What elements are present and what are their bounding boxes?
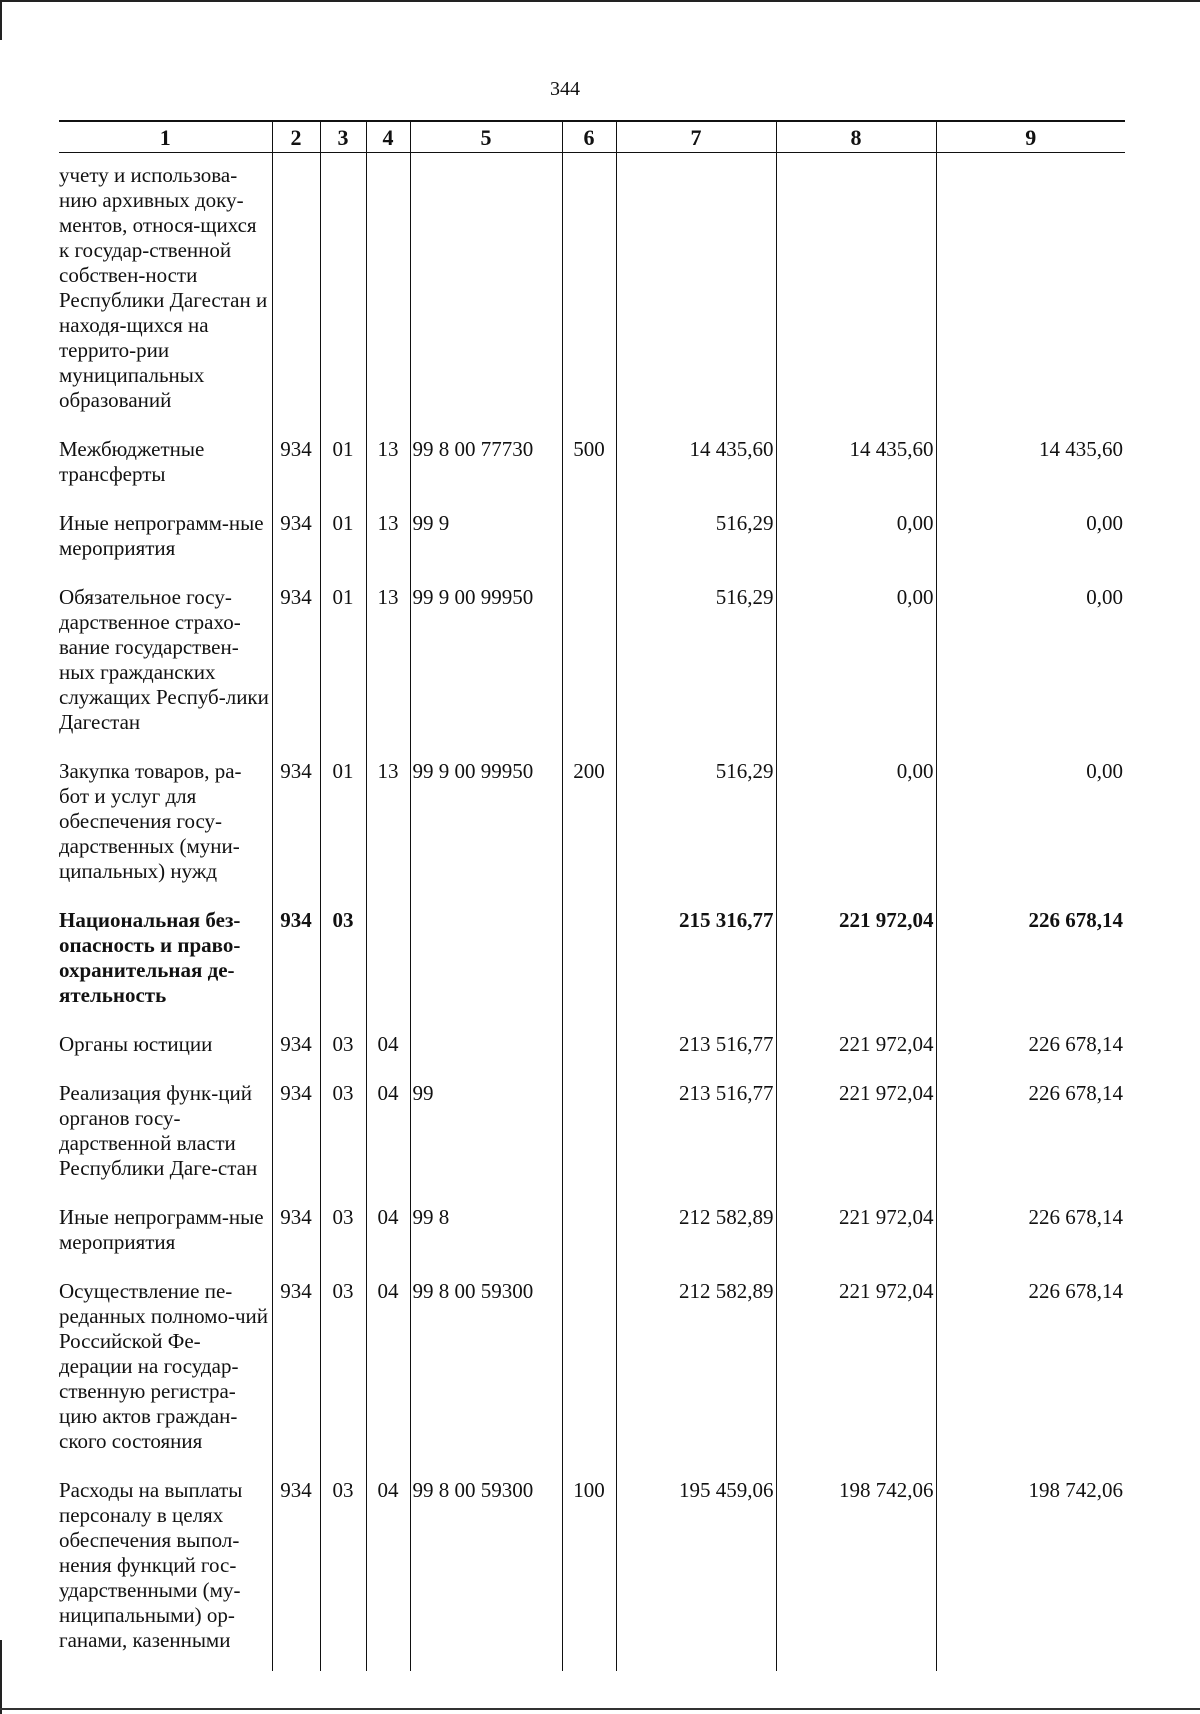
cell-c8: 198 742,06 [776, 1472, 936, 1671]
column-header-9: 9 [936, 121, 1125, 153]
cell-c6: 100 [562, 1472, 616, 1671]
cell-c5 [410, 1026, 562, 1075]
cell-c9: 226 678,14 [936, 1075, 1125, 1199]
cell-c7: 516,29 [616, 505, 776, 579]
cell-c8: 0,00 [776, 753, 936, 902]
cell-c4: 04 [366, 1472, 410, 1671]
cell-c3: 01 [320, 431, 366, 505]
cell-c9: 226 678,14 [936, 1199, 1125, 1273]
cell-c4 [366, 902, 410, 1026]
cell-c3: 03 [320, 1273, 366, 1472]
cell-c8: 14 435,60 [776, 431, 936, 505]
page-number: 344 [550, 78, 580, 100]
row-name: Обязательное госу-дарственное страхо-вание государствен-ных гражданских служащих Респуб-лики Дагестан [59, 585, 269, 734]
row-name: Иные непрограмм-ные мероприятия [59, 511, 264, 560]
cell-c8: 221 972,04 [776, 1026, 936, 1075]
cell-c5: 99 8 00 59300 [410, 1273, 562, 1472]
cell-c7: 213 516,77 [616, 1026, 776, 1075]
cell-c6: 500 [562, 431, 616, 505]
cell-c5: 99 [410, 1075, 562, 1199]
cell-c6 [562, 153, 616, 432]
cell-c2: 934 [272, 505, 320, 579]
cell-c2: 934 [272, 431, 320, 505]
cell-c6 [562, 902, 616, 1026]
cell-c7: 215 316,77 [616, 902, 776, 1026]
cell-c3: 01 [320, 753, 366, 902]
column-header-2: 2 [272, 121, 320, 153]
cell-c6 [562, 579, 616, 753]
cell-c3 [320, 153, 366, 432]
cell-c6 [562, 1026, 616, 1075]
table-body [59, 153, 1125, 1672]
cell-c5 [410, 902, 562, 1026]
table-row [59, 1026, 1125, 1075]
cell-c9: 14 435,60 [936, 431, 1125, 505]
row-name: Реализация функ-ций органов госу-дарственной власти Республики Даге-стан [59, 1081, 258, 1180]
cell-c2: 934 [272, 1026, 320, 1075]
cell-c7: 212 582,89 [616, 1199, 776, 1273]
cell-c4: 13 [366, 579, 410, 753]
scan-edge-left [0, 0, 2, 40]
table-row [59, 1273, 1125, 1472]
table-row [59, 431, 1125, 505]
cell-c3: 03 [320, 902, 366, 1026]
cell-c5: 99 9 00 99950 [410, 753, 562, 902]
table-row [59, 753, 1125, 902]
cell-c9: 226 678,14 [936, 1026, 1125, 1075]
cell-c6: 200 [562, 753, 616, 902]
row-name: Национальная без-опасность и право-охранительная де-ятельность [59, 908, 241, 1007]
cell-c3: 03 [320, 1026, 366, 1075]
cell-c7: 516,29 [616, 753, 776, 902]
cell-c2: 934 [272, 753, 320, 902]
row-name: Органы юстиции [59, 1032, 213, 1056]
table-row [59, 505, 1125, 579]
cell-c7: 516,29 [616, 579, 776, 753]
cell-c9 [936, 153, 1125, 432]
cell-c3: 01 [320, 579, 366, 753]
cell-c4: 13 [366, 753, 410, 902]
cell-c3: 01 [320, 505, 366, 579]
cell-c8: 221 972,04 [776, 1199, 936, 1273]
table-row [59, 1199, 1125, 1273]
cell-c8: 221 972,04 [776, 1273, 936, 1472]
cell-c5: 99 9 00 99950 [410, 579, 562, 753]
cell-c6 [562, 1075, 616, 1199]
cell-c8: 0,00 [776, 505, 936, 579]
cell-c7: 212 582,89 [616, 1273, 776, 1472]
scan-edge-left-bottom [0, 1640, 2, 1714]
column-header-3: 3 [320, 121, 366, 153]
cell-c4 [366, 153, 410, 432]
cell-c5: 99 9 [410, 505, 562, 579]
table-header-row [59, 121, 1125, 153]
cell-c5: 99 8 00 59300 [410, 1472, 562, 1671]
cell-c6 [562, 1199, 616, 1273]
column-header-7: 7 [616, 121, 776, 153]
table-row [59, 1472, 1125, 1671]
cell-c9: 226 678,14 [936, 902, 1125, 1026]
cell-c4: 04 [366, 1026, 410, 1075]
cell-c9: 0,00 [936, 753, 1125, 902]
cell-c4: 13 [366, 431, 410, 505]
cell-c4: 04 [366, 1075, 410, 1199]
column-header-1: 1 [59, 121, 272, 153]
row-name: Расходы на выплаты персоналу в целях обеспечения выпол-нения функций гос-ударственными (му-ниципальными) ор-ганами, казенными [59, 1478, 243, 1652]
table-row [59, 579, 1125, 753]
row-name: Осуществление пе-реданных полномо-чий Российской Фе-дерации на государ-ственную регистра-цию актов граждан-ского состояния [59, 1279, 268, 1453]
cell-c2: 934 [272, 1075, 320, 1199]
row-name: Иные непрограмм-ные мероприятия [59, 1205, 264, 1254]
cell-c3: 03 [320, 1472, 366, 1671]
budget-table-wrapper [59, 120, 1125, 1671]
cell-c5: 99 8 00 77730 [410, 431, 562, 505]
cell-c4: 13 [366, 505, 410, 579]
row-name: Межбюджетные трансферты [59, 437, 205, 486]
cell-c2: 934 [272, 1472, 320, 1671]
cell-c8: 221 972,04 [776, 1075, 936, 1199]
cell-c9: 0,00 [936, 579, 1125, 753]
cell-c4: 04 [366, 1273, 410, 1472]
cell-c9: 0,00 [936, 505, 1125, 579]
row-name: учету и использова-нию архивных доку-ментов, относя-щихся к государ-ственной собствен-ности Республики Дагестан и находя-щихся на террито-рии муниципальных образований [59, 163, 268, 412]
cell-c8 [776, 153, 936, 432]
cell-c9: 198 742,06 [936, 1472, 1125, 1671]
scan-edge-top [0, 0, 1200, 2]
column-header-4: 4 [366, 121, 410, 153]
scan-edge-bottom [0, 1708, 1200, 1710]
table-row [59, 902, 1125, 1026]
cell-c8: 0,00 [776, 579, 936, 753]
cell-c8: 221 972,04 [776, 902, 936, 1026]
cell-c3: 03 [320, 1199, 366, 1273]
cell-c2: 934 [272, 579, 320, 753]
cell-c2: 934 [272, 1273, 320, 1472]
cell-c5 [410, 153, 562, 432]
budget-table [59, 120, 1125, 1671]
cell-c7: 213 516,77 [616, 1075, 776, 1199]
cell-c7 [616, 153, 776, 432]
table-row [59, 153, 1125, 432]
cell-c9: 226 678,14 [936, 1273, 1125, 1472]
cell-c7: 195 459,06 [616, 1472, 776, 1671]
row-name: Закупка товаров, ра-бот и услуг для обеспечения госу-дарственных (муни-ципальных) нужд [59, 759, 242, 883]
cell-c6 [562, 1273, 616, 1472]
cell-c2 [272, 153, 320, 432]
table-row [59, 1075, 1125, 1199]
column-header-6: 6 [562, 121, 616, 153]
cell-c7: 14 435,60 [616, 431, 776, 505]
cell-c2: 934 [272, 1199, 320, 1273]
column-header-5: 5 [410, 121, 562, 153]
cell-c2: 934 [272, 902, 320, 1026]
cell-c6 [562, 505, 616, 579]
cell-c3: 03 [320, 1075, 366, 1199]
cell-c4: 04 [366, 1199, 410, 1273]
column-header-8: 8 [776, 121, 936, 153]
cell-c5: 99 8 [410, 1199, 562, 1273]
